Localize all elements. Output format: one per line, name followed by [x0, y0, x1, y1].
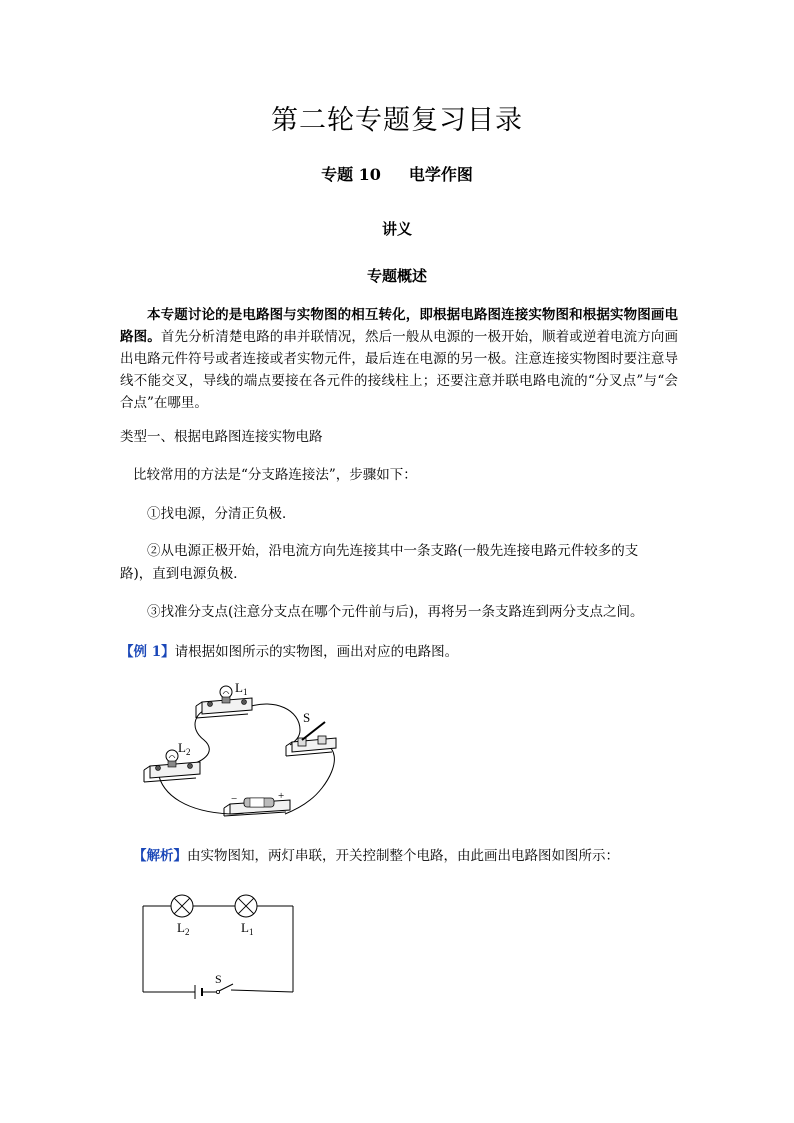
analysis-text: 由实物图知，两灯串联，开关控制整个电路，由此画出电路图如图所示：: [187, 848, 619, 864]
topic-number: 专题 10: [321, 165, 381, 184]
wire-switch-to-battery: [285, 744, 334, 814]
overview-heading: 专题概述: [366, 267, 427, 285]
step-1: ①找电源，分清正负极．: [147, 506, 296, 522]
step-2-line-1: ②从电源正极开始，沿电流方向先连接其中一条支路(一般先连接电路元件较多的支: [147, 543, 639, 559]
lamp-l1-symbol-label: $L_1$: [241, 920, 254, 937]
lecture-heading: 讲义: [381, 220, 412, 238]
lamp-l2-symbol-label: $L_2$: [177, 920, 190, 937]
circuit-diagram: [135, 890, 305, 1000]
overview-body-text: 首先分析清楚电路的串并联情况，然后一般从电源的一极开始，顺着或逆着电流方向画出电路元件符号或者连接或者实物元件，最后连在电源的另一极。注意连接实物图时要注意导线不能交叉，导线的端点要接在各元件的接线柱上；还要注意并联电路电流的“分叉点”与“会合点”在哪里。: [120, 329, 679, 411]
lamp-l2-label: $L_2$: [178, 740, 191, 757]
analysis-tag: 【解析】: [133, 848, 187, 864]
battery-plus: +: [278, 790, 285, 802]
battery-symbol: [195, 985, 202, 999]
example-1-text: 请根据如图所示的实物图，画出对应的电路图。: [174, 644, 459, 660]
lamp-l1-label: $L_1$: [235, 680, 248, 697]
step-2-line-2: 路)，直到电源负极．: [120, 566, 247, 582]
example-1: [120, 641, 458, 663]
battery-minus: −: [231, 793, 238, 805]
topic-subtitle: [0, 162, 794, 185]
topic-name: 电学作图: [408, 165, 473, 184]
example-1-tag: 【例 1】: [120, 644, 175, 660]
analysis: [133, 845, 619, 867]
physical-circuit-figure: [140, 680, 370, 830]
wire-bottom-right: [231, 990, 293, 992]
overview-bold-text: 本专题讨论的是电路图与实物图的相互转化，即根据电路图连接实物图和根据实物图画电路图。: [120, 307, 678, 345]
type1-heading: 类型一、根据电路图连接实物电路: [120, 429, 323, 445]
switch-symbol-label: S: [215, 972, 222, 986]
lamp-l2: [144, 750, 200, 782]
lamp-symbol-l1: [235, 895, 257, 917]
method-intro: 比较常用的方法是“分支路连接法”，步骤如下：: [133, 467, 417, 483]
step-3: ③找准分支点(注意分支点在哪个元件前与后)，再将另一条支路连到两分支点之间。: [147, 604, 644, 620]
document-title: 第二轮专题复习目录: [271, 105, 523, 136]
wire-l1-to-switch: [248, 704, 300, 745]
lamp-symbol-l2: [171, 895, 193, 917]
overview-paragraph: [120, 304, 678, 414]
switch-s: [286, 722, 336, 756]
switch-label: S: [303, 710, 311, 725]
